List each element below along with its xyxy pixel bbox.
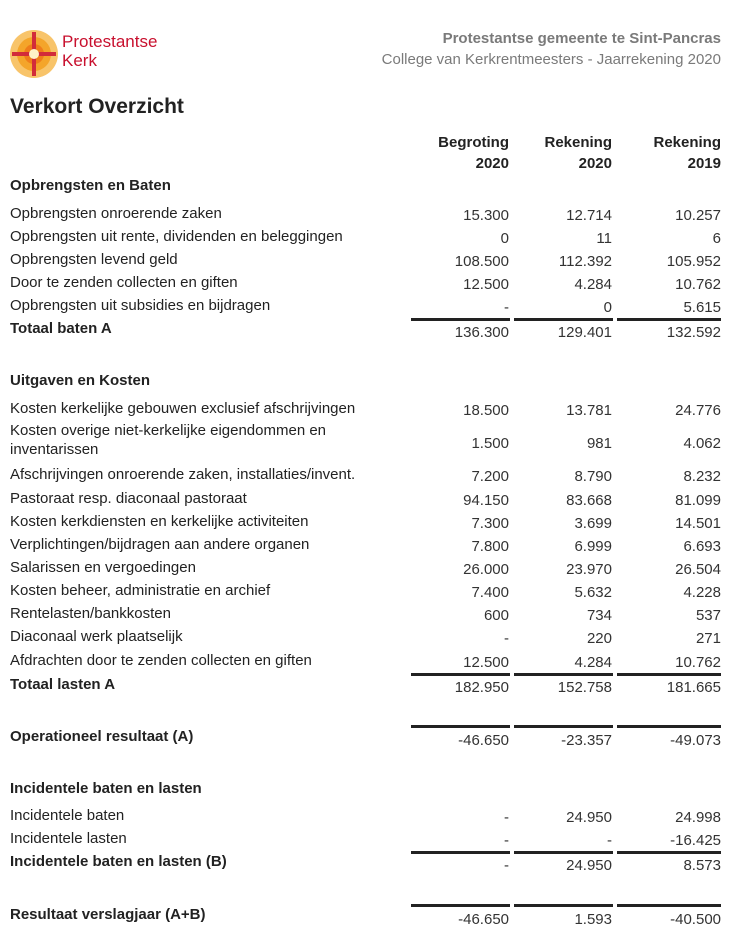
value-rekening-2019: 271 (695, 630, 721, 647)
total-rekening-2019: 8.573 (683, 857, 721, 874)
table-row (0, 297, 738, 319)
result-begroting-2020: -46.650 (458, 911, 509, 928)
table-row (0, 582, 738, 604)
value-begroting-2020: 7.300 (471, 515, 509, 532)
row-label: Kosten kerkdiensten en kerkelijke activiteiten (10, 513, 309, 530)
value-rekening-2020: 5.632 (574, 584, 612, 601)
value-rekening-2020: 4.284 (574, 654, 612, 671)
total-begroting-2020: - (504, 857, 509, 874)
table-row (0, 628, 738, 650)
value-begroting-2020: - (504, 809, 509, 826)
table-row (0, 830, 738, 852)
value-rekening-2019: 4.228 (683, 584, 721, 601)
table-row (0, 807, 738, 829)
value-rekening-2019: 6 (712, 230, 721, 247)
row-label: Kosten kerkelijke gebouwen exclusief afschrijvingen (10, 400, 356, 417)
row-label: Incidentele lasten (10, 830, 127, 847)
value-rekening-2020: 13.781 (566, 402, 612, 419)
row-label: Opbrengsten uit subsidies en bijdragen (10, 297, 271, 314)
value-begroting-2020: - (504, 299, 509, 316)
value-rekening-2019: 14.501 (675, 515, 721, 532)
result-label: Operationeel resultaat (A) (10, 728, 194, 745)
result-row-operationeel (0, 728, 738, 750)
value-rekening-2020: 6.999 (574, 538, 612, 555)
total-row-lasten (0, 676, 738, 698)
total-rekening-2020: 24.950 (566, 857, 612, 874)
table-row (0, 228, 738, 250)
table-row (0, 652, 738, 674)
value-begroting-2020: 12.500 (463, 276, 509, 293)
section-heading-incidenteel: Incidentele baten en lasten (10, 780, 202, 797)
value-rekening-2020: 0 (603, 299, 612, 316)
result-begroting-2020: -46.650 (458, 732, 509, 749)
row-label: Rentelasten/bankkosten (10, 605, 171, 622)
row-label: Opbrengsten uit rente, dividenden en beleggingen (10, 228, 343, 245)
total-rekening-2019: 181.665 (666, 679, 721, 696)
row-label: Afdrachten door te zenden collecten en giften (10, 652, 312, 669)
table-row (0, 536, 738, 558)
brand-name: Protestantse Kerk (62, 32, 158, 70)
value-rekening-2019: 10.257 (675, 207, 721, 224)
total-rekening-2020: 129.401 (557, 324, 612, 341)
row-label: Verplichtingen/bijdragen aan andere organen (10, 536, 310, 553)
total-label: Totaal lasten A (10, 676, 116, 693)
value-begroting-2020: 7.400 (471, 584, 509, 601)
total-row-baten (0, 320, 738, 342)
result-rekening-2020: -23.357 (561, 732, 612, 749)
row-label: Opbrengsten onroerende zaken (10, 205, 222, 222)
row-label: Kosten beheer, administratie en archief (10, 582, 271, 599)
value-rekening-2019: 81.099 (675, 492, 721, 509)
value-rekening-2020: 23.970 (566, 561, 612, 578)
value-begroting-2020: 7.200 (471, 468, 509, 485)
value-rekening-2019: 6.693 (683, 538, 721, 555)
table-row (0, 559, 738, 581)
row-label: Door te zenden collecten en giften (10, 274, 238, 291)
value-begroting-2020: 26.000 (463, 561, 509, 578)
result-rekening-2020: 1.593 (574, 911, 612, 928)
table-row (0, 605, 738, 627)
table-row (0, 421, 738, 461)
value-begroting-2020: 15.300 (463, 207, 509, 224)
section-heading-lasten: Uitgaven en Kosten (10, 372, 151, 389)
value-rekening-2020: 981 (586, 435, 612, 452)
value-rekening-2019: 26.504 (675, 561, 721, 578)
result-rekening-2019: -40.500 (670, 911, 721, 928)
header-organization: Protestantse gemeente te Sint-Pancras (442, 30, 721, 47)
row-label: Incidentele baten (10, 807, 125, 824)
column-header-begroting-2020: Begroting 2020 (438, 134, 509, 172)
value-rekening-2020: 83.668 (566, 492, 612, 509)
value-rekening-2019: 8.232 (683, 468, 721, 485)
value-rekening-2019: 10.762 (675, 276, 721, 293)
value-begroting-2020: 1.500 (471, 435, 509, 452)
value-rekening-2020: 11 (596, 230, 612, 247)
total-label: Totaal baten A (10, 320, 112, 337)
value-rekening-2020: 734 (586, 607, 612, 624)
value-rekening-2020: 12.714 (566, 207, 612, 224)
table-row (0, 513, 738, 535)
row-label: Pastoraat resp. diaconaal pastoraat (10, 490, 247, 507)
value-rekening-2019: 24.998 (675, 809, 721, 826)
value-begroting-2020: 7.800 (471, 538, 509, 555)
page-title: Verkort Overzicht (10, 95, 184, 118)
value-rekening-2020: 220 (586, 630, 612, 647)
value-begroting-2020: 600 (483, 607, 509, 624)
value-rekening-2019: 4.062 (683, 435, 721, 452)
value-rekening-2019: 537 (695, 607, 721, 624)
value-rekening-2020: 112.392 (558, 253, 612, 270)
column-header-rekening-2020: Rekening 2020 (544, 134, 612, 172)
value-begroting-2020: 0 (500, 230, 509, 247)
protestantse-kerk-logo (8, 28, 60, 80)
result-row-verslagjaar (0, 906, 738, 928)
value-begroting-2020: 12.500 (463, 654, 509, 671)
total-begroting-2020: 136.300 (454, 324, 509, 341)
table-row (0, 490, 738, 512)
value-begroting-2020: 94.150 (463, 492, 509, 509)
table-row (0, 466, 738, 488)
value-rekening-2020: - (607, 832, 612, 849)
value-begroting-2020: 18.500 (463, 402, 509, 419)
value-rekening-2019: -16.425 (670, 832, 721, 849)
table-row (0, 274, 738, 296)
total-row-incidenteel (0, 853, 738, 875)
value-rekening-2020: 8.790 (574, 468, 612, 485)
total-label: Incidentele baten en lasten (B) (10, 853, 227, 870)
table-row (0, 400, 738, 422)
row-label: Diaconaal werk plaatselijk (10, 628, 183, 645)
value-rekening-2019: 24.776 (675, 402, 721, 419)
value-rekening-2020: 24.950 (566, 809, 612, 826)
value-begroting-2020: - (504, 630, 509, 647)
result-label: Resultaat verslagjaar (A+B) (10, 906, 206, 923)
table-row (0, 251, 738, 273)
column-header-rekening-2019: Rekening 2019 (653, 134, 721, 172)
header-subtitle: College van Kerkrentmeesters - Jaarrekening 2020 (381, 51, 721, 68)
total-begroting-2020: 182.950 (454, 679, 509, 696)
total-rekening-2019: 132.592 (666, 324, 721, 341)
row-label: Opbrengsten levend geld (10, 251, 178, 268)
value-rekening-2020: 3.699 (574, 515, 612, 532)
value-begroting-2020: 108.500 (454, 253, 509, 270)
value-rekening-2019: 10.762 (675, 654, 721, 671)
value-begroting-2020: - (504, 832, 509, 849)
value-rekening-2019: 105.952 (666, 253, 721, 270)
result-rekening-2019: -49.073 (670, 732, 721, 749)
value-rekening-2020: 4.284 (574, 276, 612, 293)
row-label: Kosten overige niet-kerkelijke eigendommen en inventarissen (10, 422, 327, 458)
section-heading-baten: Opbrengsten en Baten (10, 177, 171, 194)
row-label: Afschrijvingen onroerende zaken, installaties/invent. (10, 466, 356, 483)
total-rekening-2020: 152.758 (557, 679, 612, 696)
table-row (0, 205, 738, 227)
row-label: Salarissen en vergoedingen (10, 559, 196, 576)
value-rekening-2019: 5.615 (683, 299, 721, 316)
